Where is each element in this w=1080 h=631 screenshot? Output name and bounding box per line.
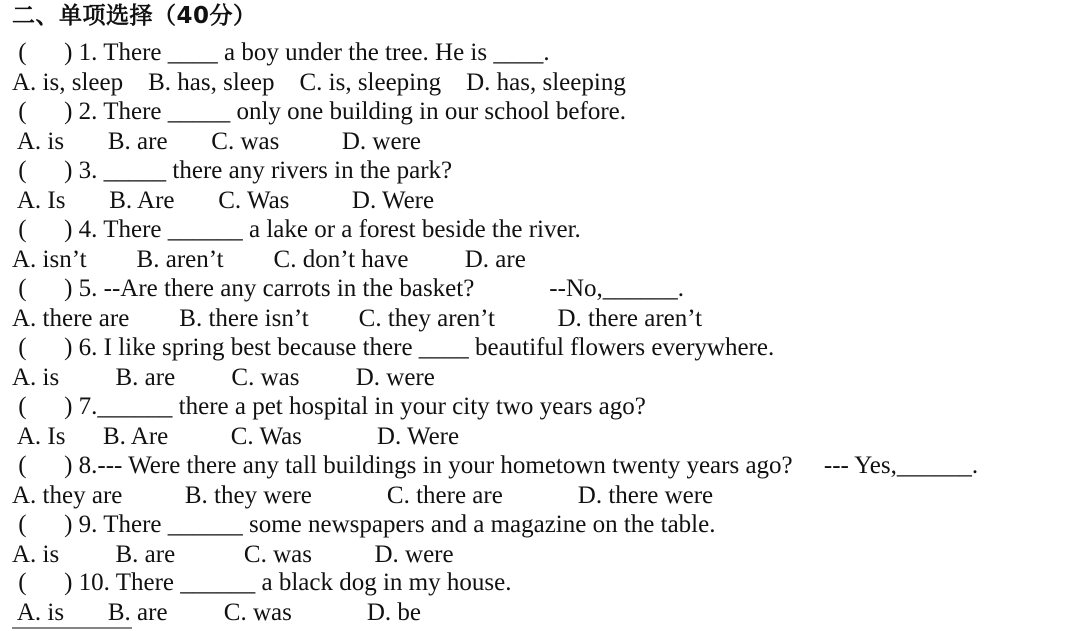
options-2: A. is B. are C. was D. were bbox=[12, 128, 421, 155]
question-7: ( ) 7.______ there a pet hospital in your city two years ago? bbox=[12, 393, 646, 420]
question-2: ( ) 2. There _____ only one building in our school before. bbox=[12, 98, 627, 125]
section-heading: 二、单项选择（40分） bbox=[12, 3, 257, 29]
question-9: ( ) 9. There ______ some newspapers and a magazine on the table. bbox=[12, 511, 716, 538]
options-7: A. Is B. Are C. Was D. Were bbox=[12, 423, 460, 450]
options-3: A. Is B. Are C. Was D. Were bbox=[12, 187, 435, 214]
options-5: A. there are B. there isn’t C. they aren’t D. there aren’t bbox=[12, 305, 703, 332]
question-3: ( ) 3. _____ there any rivers in the park? bbox=[12, 157, 453, 184]
question-8: ( ) 8.--- Were there any tall buildings in your hometown twenty years ago? --- Yes,______. bbox=[12, 452, 979, 479]
question-4: ( ) 4. There ______ a lake or a forest beside the river. bbox=[12, 216, 581, 243]
question-10: ( ) 10. There ______ a black dog in my house. bbox=[12, 569, 512, 596]
options-9: A. is B. are C. was D. were bbox=[12, 541, 454, 568]
cropped-next-line bbox=[12, 624, 152, 631]
options-6: A. is B. are C. was D. were bbox=[12, 364, 435, 391]
question-5: ( ) 5. --Are there any carrots in the basket? --No,______. bbox=[12, 275, 685, 302]
options-8: A. they are B. they were C. there are D. there were bbox=[12, 482, 714, 509]
question-6: ( ) 6. I like spring best because there ____ beautiful flowers everywhere. bbox=[12, 334, 775, 361]
question-1: ( ) 1. There ____ a boy under the tree. He is ____. bbox=[12, 39, 550, 66]
options-10: A. is B. are C. was D. be bbox=[12, 599, 421, 626]
options-4: A. isn’t B. aren’t C. don’t have D. are bbox=[12, 246, 526, 273]
options-1: A. is, sleep B. has, sleep C. is, sleeping D. has, sleeping bbox=[12, 69, 626, 96]
